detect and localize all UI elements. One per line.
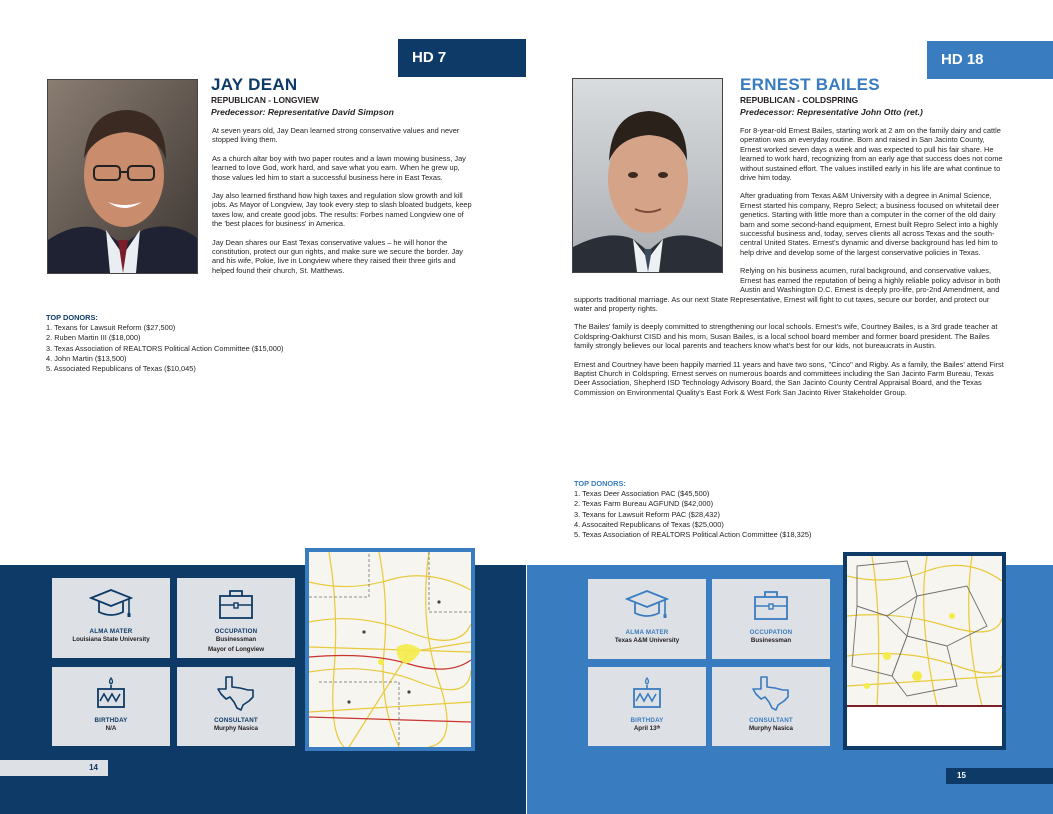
alma-mater-box — [52, 578, 170, 658]
bio-paragraph: Relying on his business acumen, rural background, and conservative values, Ernest has earned the reputation of being a highly reliable policy advisor in both Austin and Washington D.C. Ernest is deeply pro-life, pro-2nd Amendment, and supports traditional marriage. As our next State Representative, Ernest will fight to cut taxes, secure our border, and protect our water and property rights. — [574, 266, 1001, 313]
fact-label: OCCUPATION — [214, 628, 258, 635]
bio-paragraph: Jay Dean shares our East Texas conservative values – he will honor the constitution, protect our gun rights, and make sure we secure the border. Jay and his wife, Pokie, live in Longview where they raised their three girls and helped found their church, St. Matthews. — [212, 237, 464, 275]
bio-paragraph: For 8-year-old Ernest Bailes, starting work at 2 am on the family dairy and cattle operation was an everyday routine. Born and raised in San Jacinto County, Ernest worked seven days a week and was expected to pull his fair share. He learned to work hard, recognizing from an early age that success does not come without sustained effort. The values instilled early in his life are what continue to drive him today. — [740, 126, 1003, 183]
page-15 — [527, 0, 1053, 814]
top-donors — [46, 313, 283, 374]
fact-label: BIRTHDAY — [94, 717, 128, 724]
district-map — [305, 548, 475, 751]
predecessor: Predecessor: Representative John Otto (ret.) — [740, 107, 923, 117]
fact-label: CONSULTANT — [749, 717, 793, 724]
biography — [574, 126, 1006, 406]
district-map — [843, 552, 1006, 750]
page-number-text: 15 — [957, 771, 966, 780]
district-tab: HD 18 — [927, 41, 1053, 79]
fact-label: CONSULTANT — [214, 717, 258, 724]
donor-item: 4. Assocaited Republicans of Texas ($25,000) — [574, 519, 724, 529]
consultant-box — [712, 667, 830, 746]
page-14 — [0, 0, 526, 814]
bio-paragraph: At seven years old, Jay Dean learned strong conservative values and never stopped living them. — [212, 126, 460, 145]
page-number-text: 14 — [89, 763, 98, 772]
candidate-party: REPUBLICAN - LONGVIEW — [211, 95, 319, 105]
bio-paragraph: After graduating from Texas A&M University with a degree in Animal Science, Ernest started his company, Repro Select; a business focused on whitetail deer genetics. Starting with little more than a computer in the corner of the old dairy barn and some second-hand equipment, Ernest built Repro Select into a highly successful business and, today, serves clients all across Texas and the south-central United States. Ernest's dynamic and diverse background has led him to help drive and develop some of the largest conservative policies in Texas. — [740, 191, 1000, 257]
graduation-cap-icon — [625, 588, 669, 622]
texas-map-icon — [751, 675, 791, 711]
occupation-box — [712, 579, 830, 659]
donor-item: 5. Associated Republicans of Texas ($10,045) — [46, 364, 196, 374]
donor-item: 1. Texans for Lawsuit Reform ($27,500) — [46, 323, 176, 333]
fact-label: OCCUPATION — [749, 629, 793, 636]
fact-value: N/A — [105, 725, 117, 732]
bio-paragraph: Ernest and Courtney have been happily married 11 years and have two sons, "Cinco" and Rigby. As a family, the Bailes' attend First Baptist Church in Coldspring. Ernest serves on numerous boards and committees including the San Jacinto Farm Bureau, Texas Deer Association, Shepherd ISD Technology Advisory Board, the San Jacinto County Central Appraisal Board, and the Texas Commission on Environmental Quality's East Fork & West Fork San Jacinto River Stakeholder Group. — [574, 359, 1004, 397]
fact-value: Businessman — [750, 637, 792, 644]
donor-item: 3. Texas Association of REALTORS Political Action Committee ($15,000) — [46, 343, 284, 353]
candidate-name: JAY DEAN — [211, 75, 298, 94]
top-donors — [574, 479, 811, 540]
birthday-cake-icon — [630, 676, 664, 710]
candidate-name: ERNEST BAILES — [740, 75, 880, 94]
bio-paragraph: As a church altar boy with two paper routes and a lawn mowing business, Jay learned to love God, work hard, and save what you earn. When he grew up, those values led him to start a successful business here in East Texas. — [212, 153, 466, 182]
candidate-party: REPUBLICAN - COLDSPRING — [740, 95, 859, 105]
birthday-box — [588, 667, 706, 746]
donor-item: 4. John Martin ($13,500) — [46, 353, 127, 363]
texas-map-icon — [216, 675, 256, 711]
bio-paragraph: The Bailes' family is deeply committed to strengthening our local schools. Ernest's wife, Courtney Bailes, is a 3rd grade teacher at Coldspring-Oakhurst CISD and his mom, Susan Bailes, is a local school board member and former board president. The Bailes family strongly believes our local parents and teachers know what's best for our kids, not bureaucrats in Austin. — [574, 322, 998, 351]
predecessor: Predecessor: Representative David Simpson — [211, 107, 394, 117]
graduation-cap-icon — [89, 587, 133, 621]
alma-mater-box — [588, 579, 706, 659]
biography — [46, 126, 476, 284]
bio-paragraph: Jay also learned firsthand how high taxes and regulation slow growth and kill jobs. As Mayor of Longview, Jay took every step to slash bloated budgets, keep taxes low, and create good jobs. The results: Forbes named Longview one of the 'best places for business' in America. — [212, 191, 472, 229]
fact-label: ALMA MATER — [89, 628, 133, 635]
fact-value: April 13ᵗʰ — [633, 725, 661, 732]
birthday-box — [52, 667, 170, 746]
donor-item: 5. Texas Association of REALTORS Political Action Committee ($18,325) — [574, 530, 812, 540]
donor-item: 1. Texas Deer Association PAC ($45,500) — [574, 489, 710, 499]
fact-label: ALMA MATER — [625, 629, 669, 636]
fact-value: Murphy Nasica — [213, 725, 258, 732]
briefcase-icon — [216, 587, 256, 621]
fact-value: Texas A&M University — [614, 637, 680, 644]
donors-heading: TOP DONORS: — [574, 479, 626, 488]
donor-item: 2. Texas Farm Bureau AGFUND ($42,000) — [574, 499, 714, 509]
donors-heading: TOP DONORS: — [46, 313, 98, 322]
donor-item: 3. Texans for Lawsuit Reform PAC ($28,432) — [574, 509, 720, 519]
fact-label: BIRTHDAY — [630, 717, 664, 724]
occupation-box — [177, 578, 295, 658]
consultant-box — [177, 667, 295, 746]
fact-value: Murphy Nasica — [748, 725, 793, 732]
page-number — [946, 768, 1053, 784]
fact-value: Mayor of Longview — [207, 646, 265, 653]
page-number — [0, 760, 108, 776]
briefcase-icon — [751, 588, 791, 622]
birthday-cake-icon — [94, 676, 128, 710]
district-tab: HD 7 — [398, 39, 526, 77]
fact-value: Louisiana State University — [72, 636, 150, 643]
donor-item: 2. Ruben Martin III ($18,000) — [46, 333, 141, 343]
fact-value: Businessman — [215, 636, 257, 643]
